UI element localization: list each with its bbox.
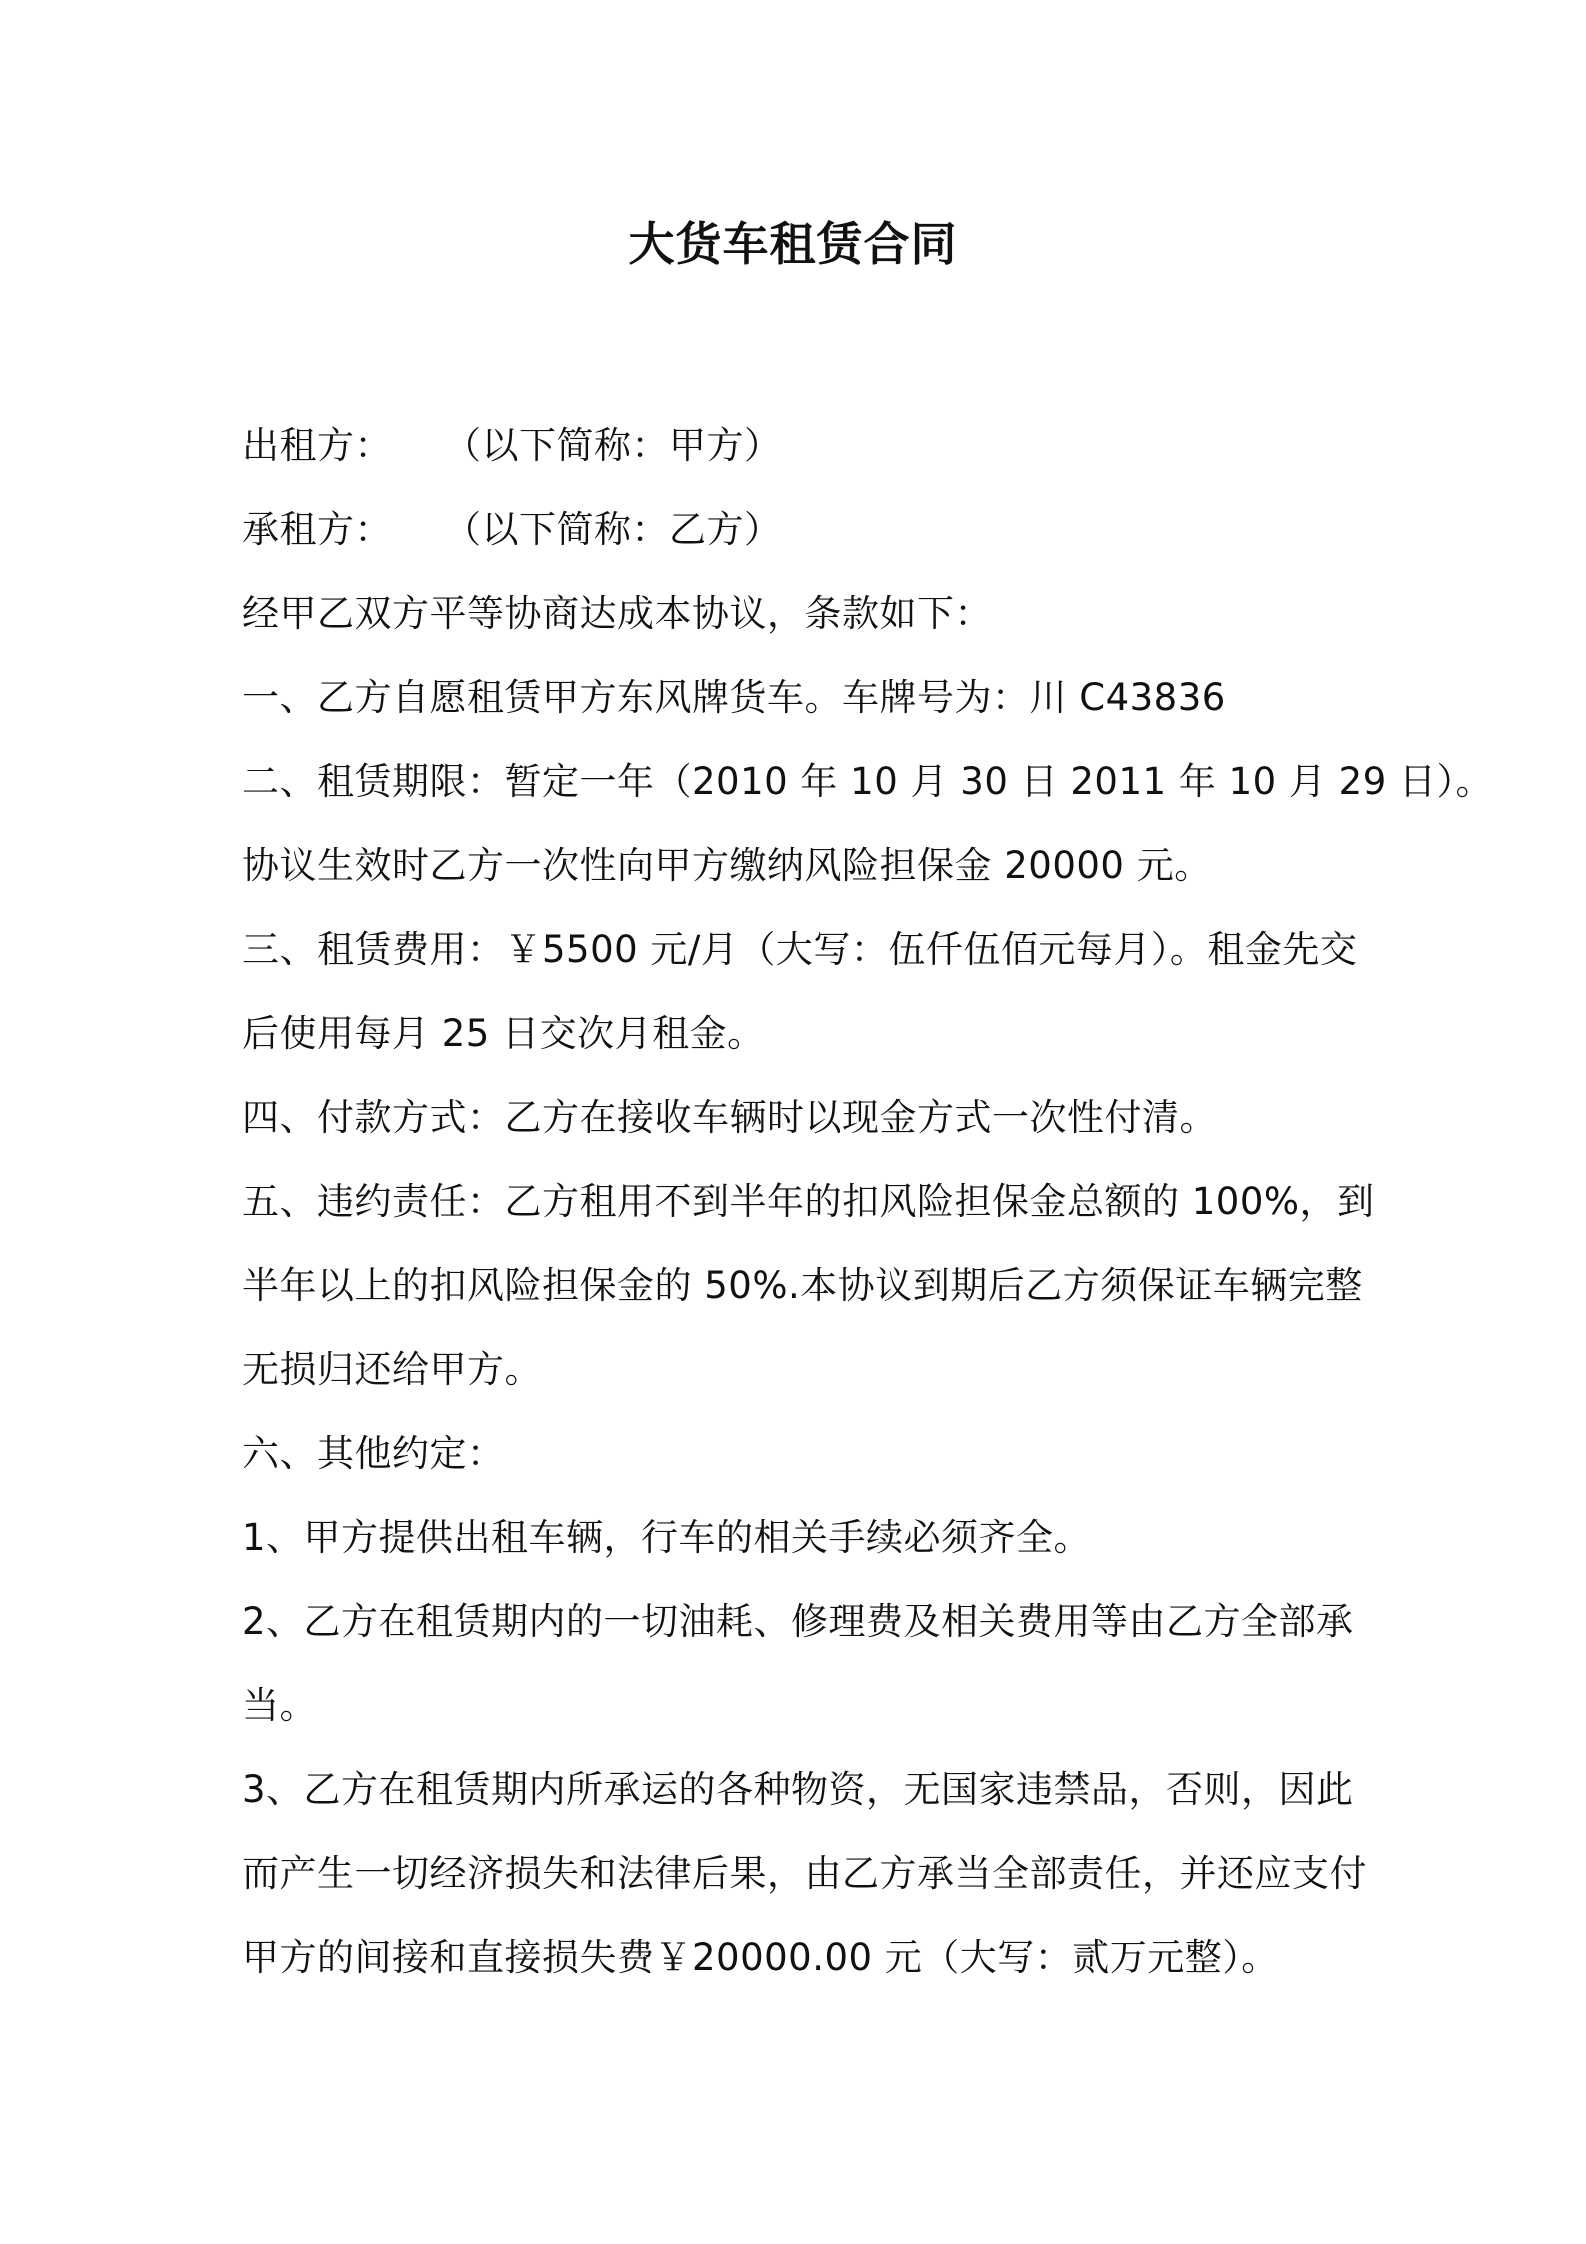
lessee-note: （以下简称：乙方） xyxy=(444,508,782,551)
clause-3-line: 三、租赁费用：￥5500 元/月（大写：伍仟伍佰元每月）。租金先交 xyxy=(242,928,1358,971)
clause-3-line-continued: 后使用每月 25 日交次月租金。 xyxy=(242,1012,765,1055)
subclause-2-line: 2、乙方在租赁期内的一切油耗、修理费及相关费用等由乙方全部承 xyxy=(242,1600,1354,1643)
subclause-3-line-continued: 而产生一切经济损失和法律后果，由乙方承当全部责任，并还应支付 xyxy=(242,1852,1367,1895)
clause-6-heading: 六、其他约定： xyxy=(242,1432,505,1475)
clause-4-line: 四、付款方式：乙方在接收车辆时以现金方式一次性付清。 xyxy=(242,1096,1217,1139)
document-title: 大货车租赁合同 xyxy=(628,217,958,271)
lessor-note: （以下简称：甲方） xyxy=(444,424,782,467)
clause-2-line: 二、租赁期限：暂定一年（2010 年 10 月 30 日 2011 年 10 月 29 日）。 xyxy=(242,760,1494,803)
clause-2-line-continued: 协议生效时乙方一次性向甲方缴纳风险担保金 20000 元。 xyxy=(242,844,1212,887)
subclause-3-line: 3、乙方在租赁期内所承运的各种物资，无国家违禁品，否则，因此 xyxy=(242,1768,1354,1811)
clause-5-line-continued: 半年以上的扣风险担保金的 50%.本协议到期后乙方须保证车辆完整 xyxy=(242,1264,1363,1307)
clause-5-line: 五、违约责任：乙方租用不到半年的扣风险担保金总额的 100%，到 xyxy=(242,1180,1375,1223)
intro-line: 经甲乙双方平等协商达成本协议，条款如下： xyxy=(242,592,992,635)
subclause-1-line: 1、甲方提供出租车辆，行车的相关手续必须齐全。 xyxy=(242,1516,1092,1559)
subclause-2-line-end: 当。 xyxy=(242,1684,317,1727)
lessor-line xyxy=(242,404,1362,488)
subclause-3-line-end: 甲方的间接和直接损失费￥20000.00 元（大写：贰万元整）。 xyxy=(242,1936,1279,1979)
contract-body xyxy=(242,404,1494,2000)
lessee-label: 承租方： xyxy=(242,508,392,551)
lessee-line xyxy=(242,488,1362,572)
lessor-label: 出租方： xyxy=(242,424,392,467)
clause-1-line: 一、乙方自愿租赁甲方东风牌货车。车牌号为：川 C43836 xyxy=(242,676,1226,719)
clause-5-line-end: 无损归还给甲方。 xyxy=(242,1348,542,1391)
